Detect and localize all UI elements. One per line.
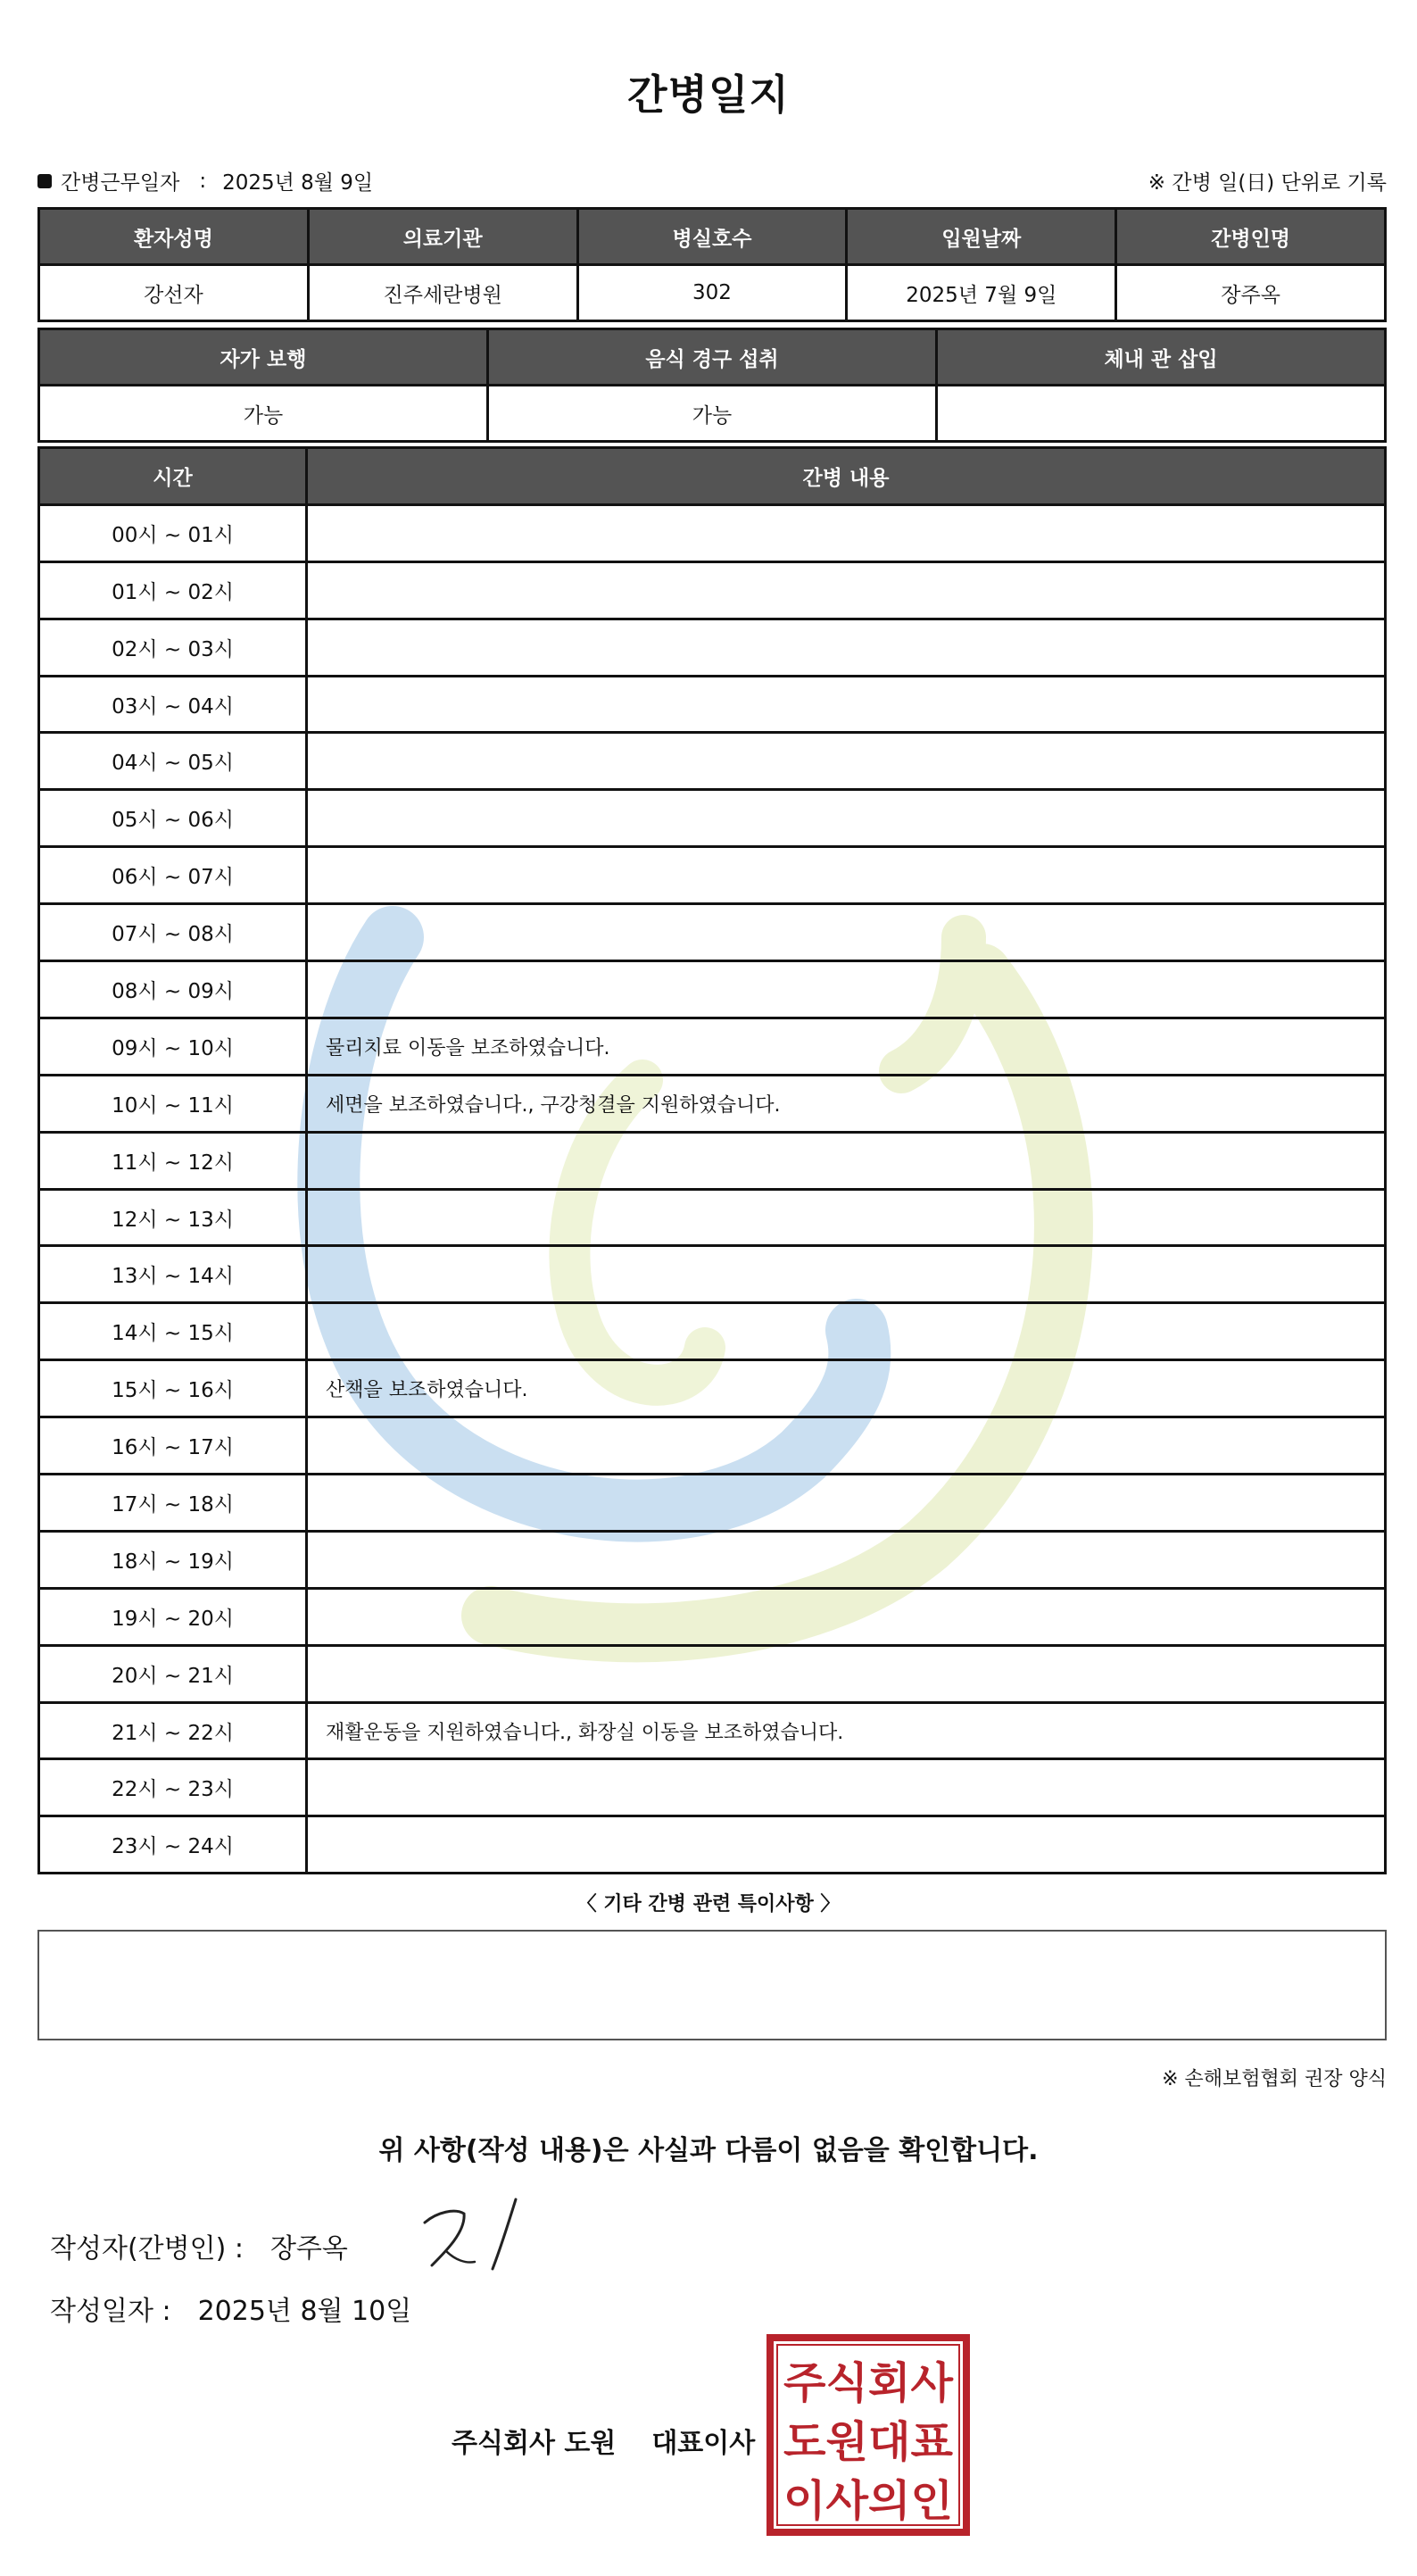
care-log-time: 09시 ~ 10시 (39, 1018, 307, 1075)
care-log-time: 15시 ~ 16시 (39, 1360, 307, 1417)
care-log-time: 16시 ~ 17시 (39, 1417, 307, 1475)
company-name: 주식회사 도원 (452, 2428, 617, 2459)
header-tube-insertion: 체내 관 삽입 (937, 329, 1386, 386)
special-notes-box (37, 1930, 1387, 2040)
writer-name: 장주옥 (269, 2233, 348, 2264)
care-log-content (307, 1303, 1386, 1360)
care-log-content (307, 1189, 1386, 1246)
care-log-time: 08시 ~ 09시 (39, 961, 307, 1018)
bullet-square-icon (37, 174, 52, 188)
care-log-time: 14시 ~ 15시 (39, 1303, 307, 1360)
oral-intake-value: 가능 (488, 386, 937, 442)
work-date-line (37, 166, 373, 195)
written-date-line (50, 2289, 411, 2328)
care-log-row (39, 733, 1386, 790)
header-caregiver-name: 간병인명 (1116, 209, 1386, 265)
care-log-row (39, 904, 1386, 961)
header-patient-name: 환자성명 (39, 209, 309, 265)
care-log-content (307, 847, 1386, 904)
header-self-walking: 자가 보행 (39, 329, 488, 386)
status-header-row (39, 329, 1386, 386)
page-title: 간병일지 (627, 71, 790, 119)
care-log-row (39, 504, 1386, 561)
care-log-row (39, 1702, 1386, 1759)
care-log-row (39, 676, 1386, 733)
care-log-header-row (39, 448, 1386, 505)
care-log-row (39, 1303, 1386, 1360)
care-log-time: 05시 ~ 06시 (39, 790, 307, 847)
care-log-row (39, 1246, 1386, 1303)
care-log-time: 21시 ~ 22시 (39, 1702, 307, 1759)
care-log-time: 00시 ~ 01시 (39, 504, 307, 561)
caregiver-name: 장주옥 (1116, 265, 1386, 321)
unit-note: ※ 간병 일(日) 단위로 기록 (1148, 171, 1387, 195)
care-log-content (307, 904, 1386, 961)
header-time: 시간 (39, 448, 307, 505)
patient-info-value-row (39, 265, 1386, 321)
header-room-number: 병실호수 (577, 209, 847, 265)
care-log-row (39, 1360, 1386, 1417)
work-date-value: 2025년 8월 9일 (222, 171, 374, 195)
care-log-row (39, 1018, 1386, 1075)
care-log-content (307, 1645, 1386, 1702)
care-log-content (307, 1417, 1386, 1475)
svg-text:도원대표: 도원대표 (783, 2417, 954, 2467)
care-log-content (307, 790, 1386, 847)
special-notes-title: 〈 기타 간병 관련 특이사항 〉 (576, 1893, 841, 1915)
header-hospital: 의료기관 (308, 209, 577, 265)
care-log-row (39, 1417, 1386, 1475)
care-log-time: 03시 ~ 04시 (39, 676, 307, 733)
care-log-content (307, 504, 1386, 561)
care-log-time: 13시 ~ 14시 (39, 1246, 307, 1303)
work-date-label: 간병근무일자 (61, 171, 180, 195)
company-line (452, 2421, 755, 2460)
svg-text:이사의인: 이사의인 (783, 2476, 953, 2526)
company-seal-stamp (766, 2333, 971, 2537)
care-log-row (39, 619, 1386, 676)
care-log-row (39, 1816, 1386, 1874)
care-log-content (307, 619, 1386, 676)
care-log-content (307, 1759, 1386, 1816)
care-log-row (39, 847, 1386, 904)
care-log-content (307, 1816, 1386, 1874)
care-log-row (39, 790, 1386, 847)
care-log-row (39, 1475, 1386, 1532)
care-log-time: 02시 ~ 03시 (39, 619, 307, 676)
work-date-separator: : (199, 169, 207, 193)
care-log-time: 06시 ~ 07시 (39, 847, 307, 904)
care-log-row (39, 1075, 1386, 1132)
patient-name: 강선자 (39, 265, 309, 321)
header-oral-intake: 음식 경구 섭취 (488, 329, 937, 386)
care-log-row (39, 961, 1386, 1018)
care-log-row (39, 1132, 1386, 1189)
written-date-value: 2025년 8월 10일 (197, 2296, 412, 2327)
care-log-row (39, 1531, 1386, 1588)
care-log-row (39, 1645, 1386, 1702)
care-log-time: 22시 ~ 23시 (39, 1759, 307, 1816)
care-log-content (307, 961, 1386, 1018)
care-log-row (39, 1588, 1386, 1645)
care-log-content (307, 1531, 1386, 1588)
care-log-content (307, 676, 1386, 733)
care-log-content: 세면을 보조하였습니다., 구강청결을 지원하였습니다. (307, 1075, 1386, 1132)
care-log-time: 12시 ~ 13시 (39, 1189, 307, 1246)
tube-insertion-value (937, 386, 1386, 442)
care-log-content: 산책을 보조하였습니다. (307, 1360, 1386, 1417)
care-log-time: 11시 ~ 12시 (39, 1132, 307, 1189)
care-log-time: 18시 ~ 19시 (39, 1531, 307, 1588)
care-log-content (307, 733, 1386, 790)
care-log-time: 23시 ~ 24시 (39, 1816, 307, 1874)
care-log-time: 07시 ~ 08시 (39, 904, 307, 961)
care-log-row (39, 561, 1386, 619)
header-admission-date: 입원날짜 (847, 209, 1116, 265)
care-log-time: 04시 ~ 05시 (39, 733, 307, 790)
care-log-content (307, 1246, 1386, 1303)
care-log-content (307, 1588, 1386, 1645)
written-date-label: 작성일자 : (50, 2296, 171, 2327)
admission-date: 2025년 7월 9일 (847, 265, 1116, 321)
status-value-row (39, 386, 1386, 442)
writer-line (50, 2226, 348, 2265)
care-log-content (307, 1132, 1386, 1189)
care-log-row (39, 1759, 1386, 1816)
self-walking-value: 가능 (39, 386, 488, 442)
room-number: 302 (577, 265, 847, 321)
care-log-row (39, 1189, 1386, 1246)
patient-info-header-row (39, 209, 1386, 265)
care-log-time: 10시 ~ 11시 (39, 1075, 307, 1132)
care-log-content: 재활운동을 지원하였습니다., 화장실 이동을 보조하였습니다. (307, 1702, 1386, 1759)
header-care-content: 간병 내용 (307, 448, 1386, 505)
care-log-content (307, 561, 1386, 619)
care-log-content (307, 1475, 1386, 1532)
svg-text:주식회사: 주식회사 (783, 2358, 954, 2408)
care-log-time: 17시 ~ 18시 (39, 1475, 307, 1532)
handwritten-signature (419, 2196, 544, 2276)
confirmation-statement: 위 사항(작성 내용)은 사실과 다름이 없음을 확인합니다. (378, 2135, 1039, 2166)
hospital-name: 진주세란병원 (308, 265, 577, 321)
care-log-time: 20시 ~ 21시 (39, 1645, 307, 1702)
patient-info-table (37, 207, 1387, 322)
company-title: 대표이사 (651, 2428, 756, 2459)
care-log-table (37, 446, 1387, 1874)
form-footnote: ※ 손해보험협회 권장 양식 (1162, 2068, 1387, 2090)
care-log-time: 19시 ~ 20시 (39, 1588, 307, 1645)
care-log-content: 물리치료 이동을 보조하였습니다. (307, 1018, 1386, 1075)
writer-label: 작성자(간병인) : (50, 2233, 244, 2264)
patient-status-table (37, 328, 1387, 443)
care-log-time: 01시 ~ 02시 (39, 561, 307, 619)
